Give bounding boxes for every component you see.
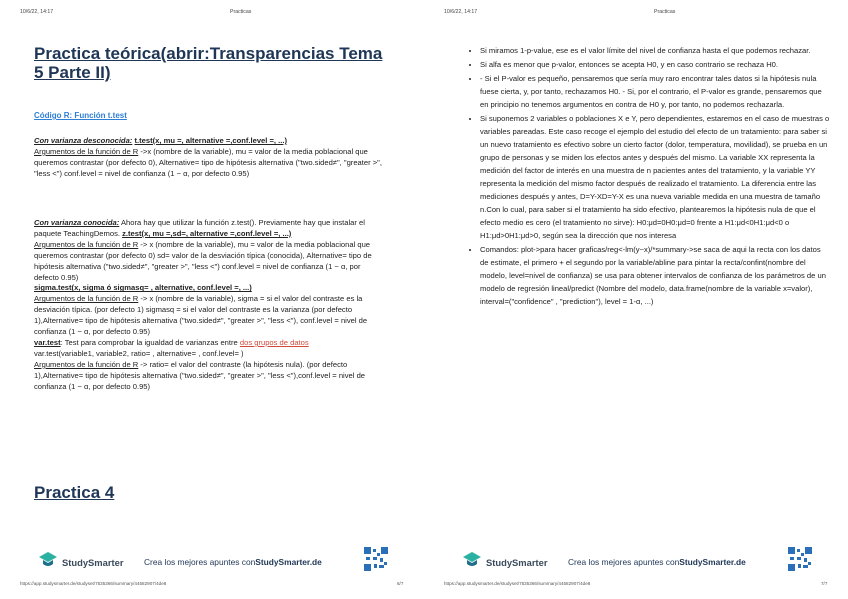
- studysmarter-logo-text: StudySmarter: [486, 557, 548, 568]
- print-header-date: 10/6/22, 14:17: [444, 9, 478, 15]
- list-item: • Si suponemos 2 variables o poblaciones X e Y, pero dependientes, estaremos en el caso de muestras o variables pareadas. Este caso recoge el ejemplo del estudio del efecto de un tratamiento: para saber si un nuevo tratamiento es efectivo sobre un cierto factor (dolor, temperatura, movilidad), se prueba en un grupo de personas y se miden los efectos antes y después del mismo. La variable XX representa la medición del factor de interés en una muestra de n pacientes antes del tratamiento, y la variable YY representa la medición del mismo factor después de realizado el tratamiento. La diferencia entre las mediciones después y antes, D=Y-XD=Y-X es una nueva variable medida en una muestra de tamaño n.Con lo cual, para saber si el tratamiento ha sido efectivo, plantearemos la hipótesis nula de que el efecto medio es cero (el tratamiento no sirve): H0:μd=0H0:μd=0 frente a H1:μd<0H1:μd<0 o H1:μd>0H1:μd>0, según sea la dirección que nos interesa: [480, 112, 830, 242]
- print-footer-url: https://app.studysmarter.de/studyset/7535366/summary/44582907/4de8: [444, 581, 591, 586]
- tagline-brand: StudySmarter.de: [255, 557, 322, 567]
- list-item: • Si alfa es menor que p-valor, entonces se acepta H0, y en caso contrario se rechaza H0.: [480, 58, 830, 71]
- studysmarter-logo-text: StudySmarter: [62, 557, 124, 568]
- print-header-title: Practicas: [654, 9, 676, 15]
- qr-code-icon: [364, 547, 388, 571]
- paragraph-varianza-conocida: [34, 218, 386, 393]
- section-title-practica-4: Practica 4: [34, 483, 115, 502]
- print-header-title: Practicas: [230, 9, 252, 15]
- banner-tagline: [144, 557, 322, 567]
- page-title: Practica teórica(abrir:Transparencias Tema 5 Parte II): [34, 44, 383, 82]
- qr-code-icon: [788, 547, 812, 571]
- args-text: -> x (nombre de la variable), sigma = si el valor del contraste es la desviación típica. (por defecto 1) sigmasq = si el valor del contraste es la varianza (por defecto 1),Alternative= tipo de hipótesis alternativa ("two.sided≠", "greater >", "less <"), conf.level = nivel de confianza (1 − α, por defecto 0.95): [34, 294, 368, 337]
- code-var-test: var.test: [34, 337, 61, 347]
- print-header-date: 10/6/22, 14:17: [20, 9, 54, 15]
- studysmarter-logo-icon: [462, 551, 482, 569]
- bullet-list: [460, 44, 830, 309]
- section-subtitle: Código R: Función t.test: [34, 111, 127, 120]
- print-footer-page: 6/7: [397, 581, 404, 586]
- tagline-text: Crea los mejores apuntes con: [568, 557, 680, 567]
- args-label: Argumentos de la función de R: [34, 359, 139, 369]
- list-item: • Comandos: plot->para hacer graficas/reg<-lm(y~x)/*summary->se saca de aqui la recta con los datos de estimate, el primero + el segundo por la variable/abline para pintar la recta/confint(nombre del modelo, level=nivel de confianza) se usa para obtener intervalos de confianza de los parámetros de un modelo de regresión lineal/predict (Nombre del modelo, data.frame(nombre de la variable x=valor), interval=("confidence" , "prediction"), level = 1-α, ...): [480, 243, 830, 308]
- link-dos-grupos[interactable]: dos grupos de datos: [239, 337, 309, 347]
- args-text: -> ratio= el valor del contraste (la hipótesis nula). (por defecto 1),Alternative= tipo de hipótesis alternativa ("two.sided≠", "greater >", "less <"),conf.level = nivel de confianza (1 − α, por defecto 0.95): [34, 359, 366, 391]
- list-item: • Si miramos 1-p-value, ese es el valor límite del nivel de confianza hasta el que podemos rechazar.: [480, 44, 830, 57]
- args-text: ->x (nombre de la variable), mu = valor de la media poblacional que queremos contrastar (por defecto 0), Alternative= tipo de hipótesis alternativa ("two.sided≠", "greater >", "less <") conf.level = nivel de confianza (1 − α, por defecto 0.95): [34, 146, 382, 178]
- tagline-text: Crea los mejores apuntes con: [144, 557, 256, 567]
- banner-tagline: [568, 557, 746, 567]
- label-varianza-desconocida: Con varianza desconocida:: [34, 136, 133, 145]
- args-label: Argumentos de la función de R: [34, 294, 139, 304]
- intro-text: Ahora hay que utilizar la función z.test(). Previamente hay que instalar el paquete TeachingDemos.: [34, 218, 365, 238]
- tagline-brand: StudySmarter.de: [679, 557, 746, 567]
- args-label: Argumentos de la función de R: [34, 146, 139, 156]
- code-z-test: z.test(x, mu =,sd=, alternative =,conf.level =, ...): [122, 228, 292, 238]
- args-label: Argumentos de la función de R: [34, 239, 139, 249]
- paragraph-varianza-desconocida: [34, 136, 386, 180]
- print-footer-url: https://app.studysmarter.de/studyset/7535366/summary/44582907/4de8: [20, 581, 167, 586]
- args-text: -> x (nombre de la variable), mu = valor de la media poblacional que queremos contrastar (por defecto 0) sd= valor de la desviación típica (conocida), Alternative= tipo de hipótesis alternativa ("two.sided≠", "greater >", "less <") conf.level = nivel de confianza (1 − α, por defecto 0.95): [34, 239, 372, 282]
- studysmarter-banner[interactable]: [462, 547, 814, 573]
- print-footer-page: 7/7: [821, 581, 828, 586]
- list-item: • - Si el P-valor es pequeño, pensaremos que sería muy raro encontrar tales datos si la hipótesis nula fuese cierta, y, por tanto, rechazamos H0. - Si, por el contrario, el P-valor es grande, pensaremos que en principio no tenemos argumentos en contra de H0 y, por tanto, no podemos rechazarla.: [480, 72, 830, 111]
- studysmarter-logo-icon: [38, 551, 58, 569]
- code-sigma-test: sigma.test(x, sigma ó sigmasq= , alternative, conf.level =, ...): [34, 283, 252, 293]
- studysmarter-banner[interactable]: [38, 547, 390, 573]
- label-varianza-conocida: Con varianza conocida:: [34, 218, 120, 227]
- var-test-signature: var.test(variable1, variable2, ratio= , alternative= , conf.level= ): [34, 348, 244, 358]
- var-test-text: : Test para comprobar la igualdad de varianzas entre: [60, 337, 240, 347]
- code-t-test: t.test(x, mu =, alternative =,conf.level =, ...): [134, 136, 288, 145]
